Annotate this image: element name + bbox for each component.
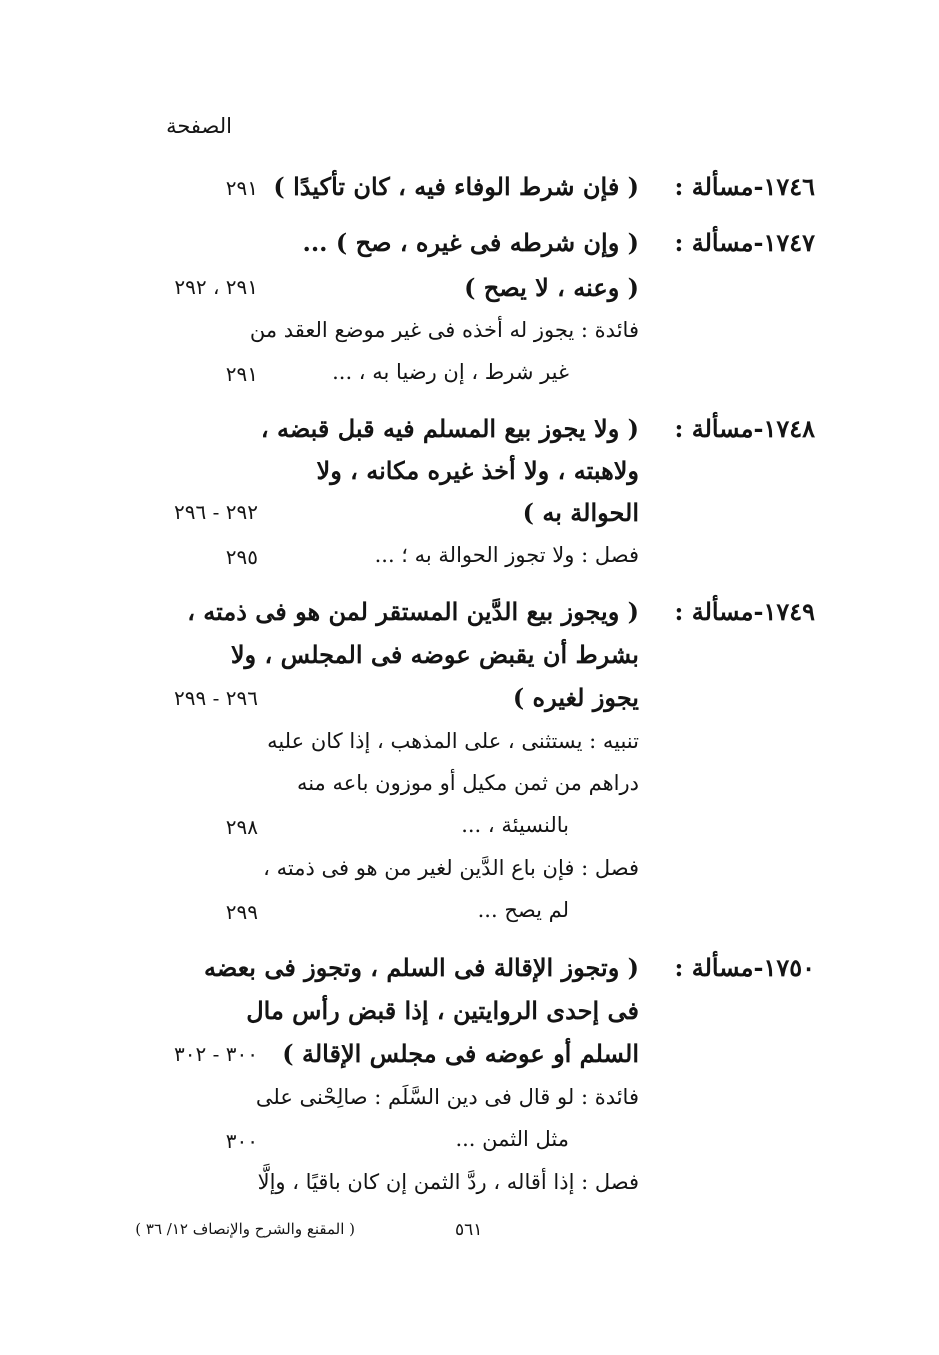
page-column-header: الصفحة — [166, 114, 232, 138]
entry-line: ( فإن شرط الوفاء فيه ، كان تأكيدًا ) — [273, 172, 639, 201]
entry-line: فى إحدى الروايتين ، إذا قبض رأس مال — [246, 996, 639, 1025]
page-reference: ٣٠٠ - ٣٠٢ — [174, 1042, 258, 1066]
page-reference: ٣٠٠ — [225, 1129, 258, 1153]
entry-line: ( وإن شرطه فى غيره ، صح ) ... — [302, 228, 639, 257]
entry-line: السلم أو عوضه فى مجلس الإقالة ) — [282, 1039, 639, 1068]
entry-line: الحوالة به ) — [522, 498, 639, 527]
entry-line: فصل : إذا أقاله ، ردَّ الثمن إن كان باقيًا ، وإلَّا — [257, 1170, 639, 1194]
page-reference: ٢٩٦ - ٢٩٩ — [174, 686, 258, 710]
page-reference: ٢٩٩ — [225, 900, 258, 924]
page-reference: ٢٩١ — [225, 362, 258, 386]
entry-line: ( ويجوز بيع الدَّين المستقر لمن هو فى ذمته ، — [187, 597, 639, 626]
entry-line: ولاهبته ، ولا أخذ غيره مكانه ، ولا — [316, 456, 639, 485]
page-reference: ٢٩١ ، ٢٩٢ — [174, 275, 258, 299]
entry-label: ١٧٤٨-مسألة : — [674, 414, 815, 443]
entry-line: بشرط أن يقبض عوضه فى المجلس ، ولا — [230, 640, 639, 669]
entry-line: فائدة : لو قال فى دين السَّلَم : صالِحْنى على — [255, 1085, 639, 1109]
entry-label: ١٧٥٠-مسألة : — [674, 953, 815, 982]
entry-line: بالنسيئة ، ... — [461, 813, 569, 837]
page-reference: ٢٩٥ — [225, 545, 258, 569]
entry-line: ( ولا يجوز بيع المسلم فيه قبل قبضه ، — [260, 414, 639, 443]
page-reference: ٢٩٢ - ٢٩٦ — [174, 500, 258, 524]
entry-label: ١٧٤٦-مسألة : — [674, 172, 815, 201]
entry-line: فصل : فإن باع الدَّين لغير من هو فى ذمته ، — [263, 856, 639, 880]
footer-page-number: ٥٦١ — [455, 1220, 483, 1240]
entry-line: يجوز لغيره ) — [512, 683, 639, 712]
entry-label: ١٧٤٩-مسألة : — [674, 597, 815, 626]
entry-line: فائدة : يجوز له أخذه فى غير موضع العقد من — [249, 318, 639, 342]
footer-source-reference: ( المقنع والشرح والإنصاف ١٢/ ٣٦ ) — [135, 1220, 355, 1238]
page-reference: ٢٩١ — [225, 176, 258, 200]
entry-line: لم يصح ... — [477, 898, 569, 922]
entry-line: ( وعنه ، لا يصح ) — [464, 273, 639, 302]
entry-line: تنبيه : يستثنى ، على المذهب ، إذا كان عليه — [267, 729, 639, 753]
page-reference: ٢٩٨ — [225, 815, 258, 839]
entry-line: دراهم من ثمن مكيل أو موزون باعه منه — [296, 771, 639, 795]
entry-line: ( وتجوز الإقالة فى السلم ، وتجوز فى بعضه — [204, 953, 639, 982]
entry-line: غير شرط ، إن رضيا به ، ... — [332, 360, 569, 384]
entry-line: مثل الثمن ... — [455, 1127, 569, 1151]
entry-line: فصل : ولا تجوز الحوالة به ؛ ... — [374, 543, 639, 567]
entry-label: ١٧٤٧-مسألة : — [674, 228, 815, 257]
